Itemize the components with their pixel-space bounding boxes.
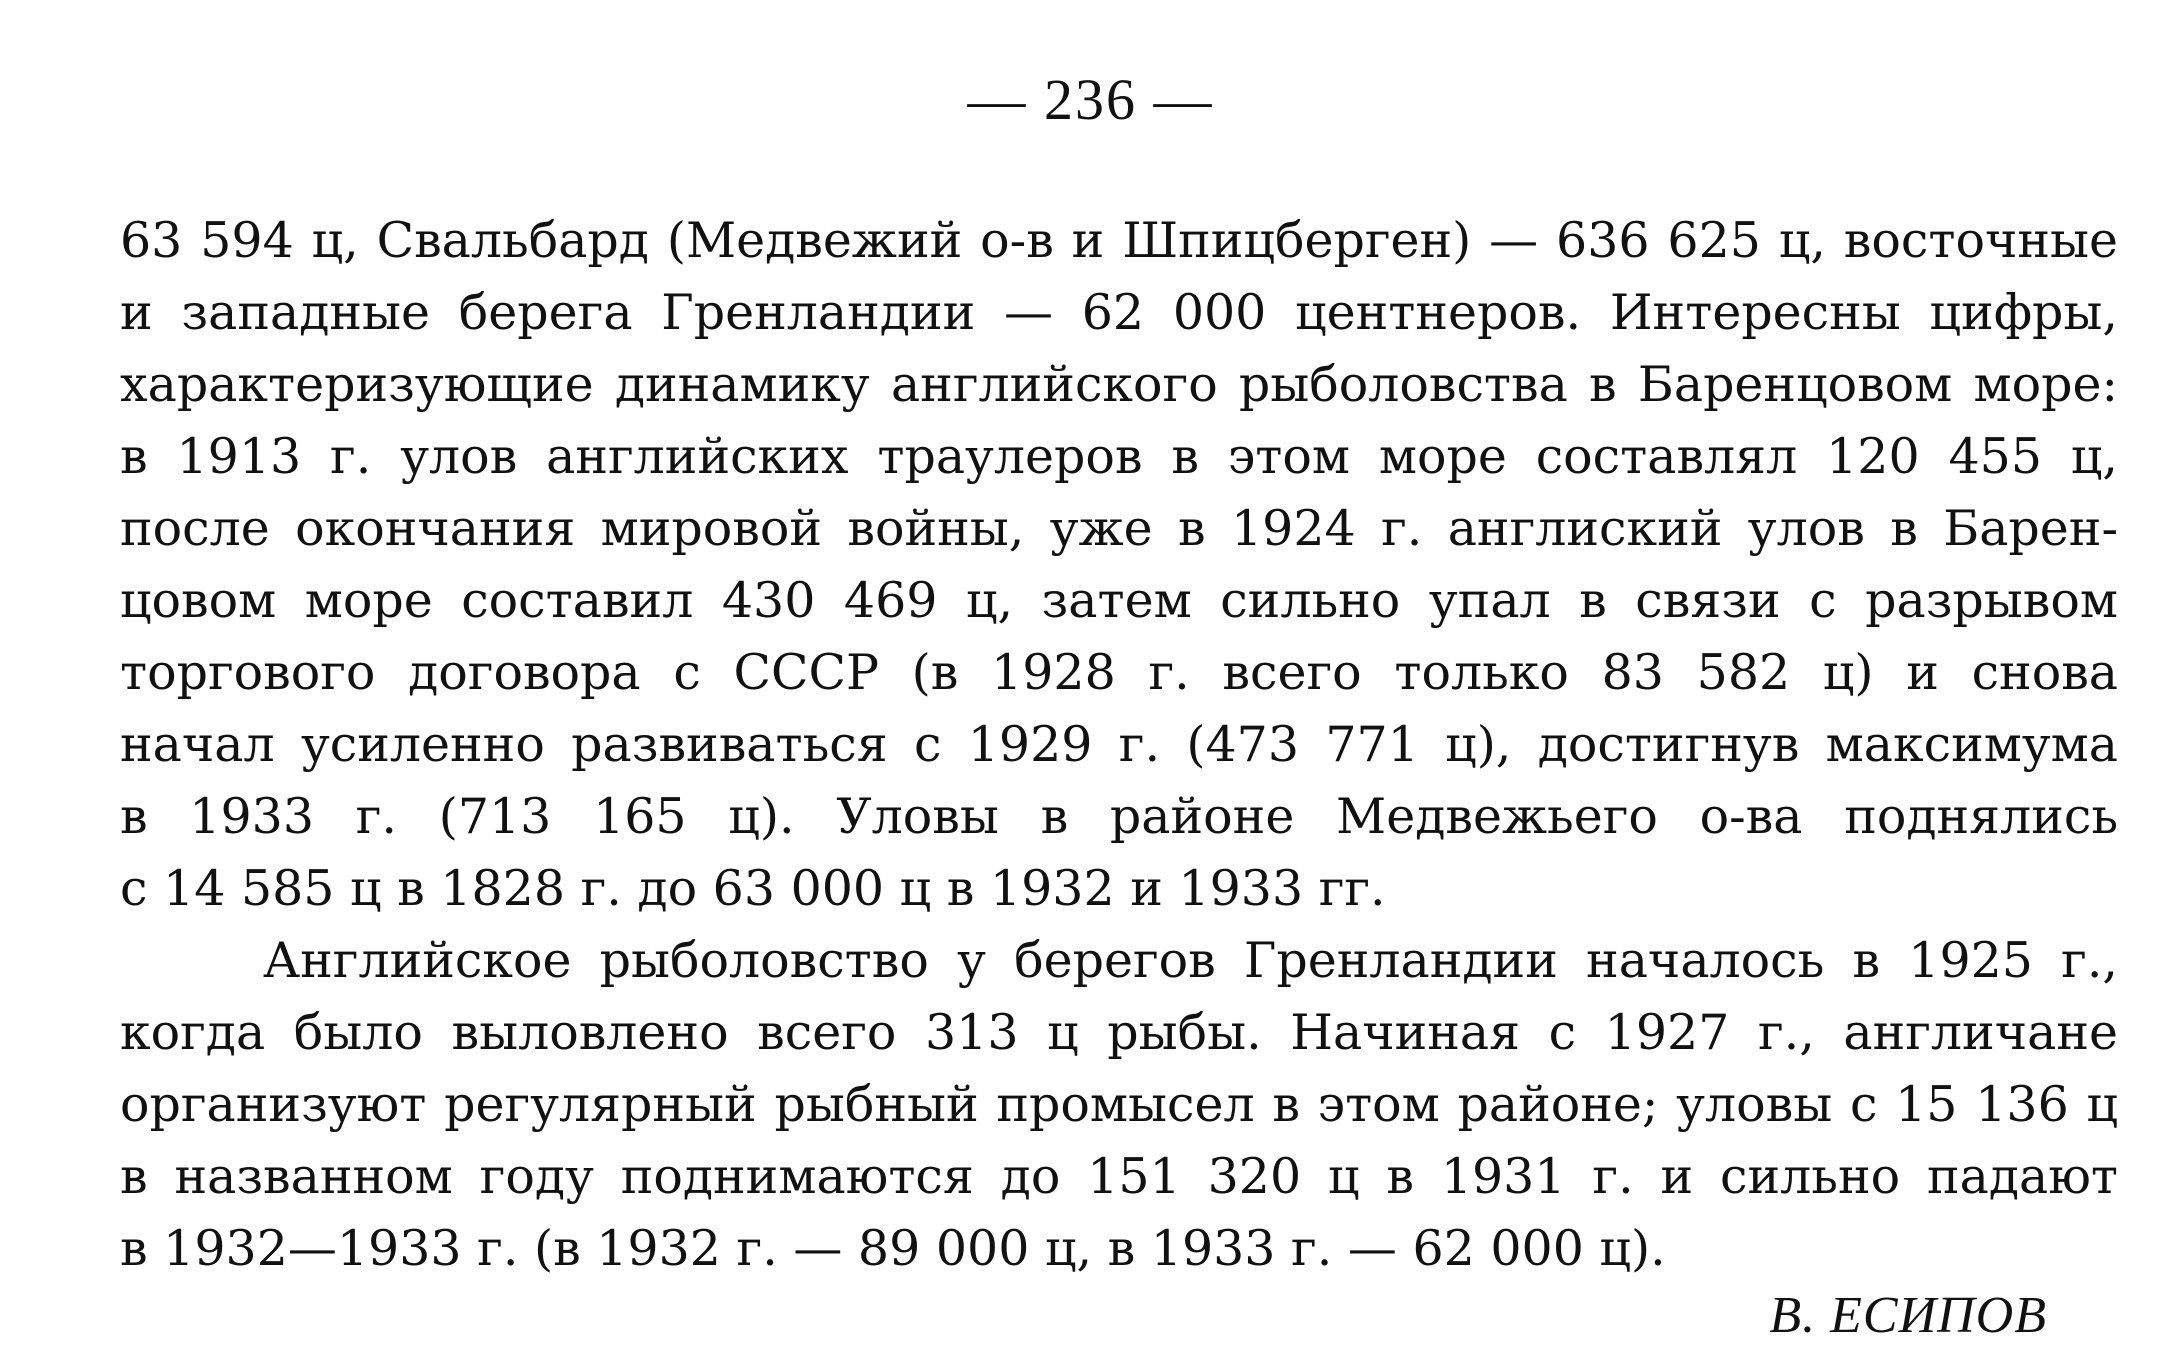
- text-line: начал усиленно развиваться с 1929 г. (473 771 ц), достигнув максимума: [120, 716, 2118, 773]
- text-line: после окончания мировой войны, уже в 1924 г. англиский улов в Барен-: [120, 500, 2118, 557]
- text-line: и западные берега Гренландии — 62 000 центнеров. Интересны цифры,: [120, 284, 2118, 341]
- text-line: в 1932—1933 г. (в 1932 г. — 89 000 ц, в 1933 г. — 62 000 ц).: [120, 1220, 1666, 1277]
- text-line: организуют регулярный рыбный промысел в этом районе; уловы с 15 136 ц: [120, 1076, 2118, 1133]
- text-line: Английское рыболовство у берегов Гренландии началось в 1925 г.,: [263, 932, 2118, 989]
- text-line: 63 594 ц, Свальбард (Медвежий о-в и Шпицберген) — 636 625 ц, восточные: [120, 212, 2118, 269]
- text-line: в названном году поднимаются до 151 320 ц в 1931 г. и сильно падают: [120, 1148, 2118, 1205]
- paragraph-1: [120, 205, 2118, 925]
- page-number: — 236 —: [967, 67, 1214, 132]
- author-signature: В. ЕСИПОВ: [1769, 1287, 2047, 1344]
- text-line: с 14 585 ц в 1828 г. до 63 000 ц в 1932 и 1933 гг.: [120, 860, 1386, 917]
- text-line: цовом море составил 430 469 ц, затем сильно упал в связи с разрывом: [120, 572, 2118, 629]
- text-line: характеризующие динамику английского рыболовства в Баренцовом море:: [120, 356, 2118, 413]
- text-line: в 1913 г. улов английских траулеров в этом море составлял 120 455 ц,: [120, 428, 2118, 485]
- text-line: когда было выловлено всего 313 ц рыбы. Начиная с 1927 г., англичане: [120, 1004, 2118, 1061]
- body-text: [120, 205, 2118, 1285]
- text-line: в 1933 г. (713 165 ц). Уловы в районе Медвежьего о-ва поднялись: [120, 788, 2118, 845]
- paragraph-2: [120, 925, 2118, 1285]
- text-line: торгового договора с СССР (в 1928 г. всего только 83 582 ц) и снова: [120, 644, 2118, 701]
